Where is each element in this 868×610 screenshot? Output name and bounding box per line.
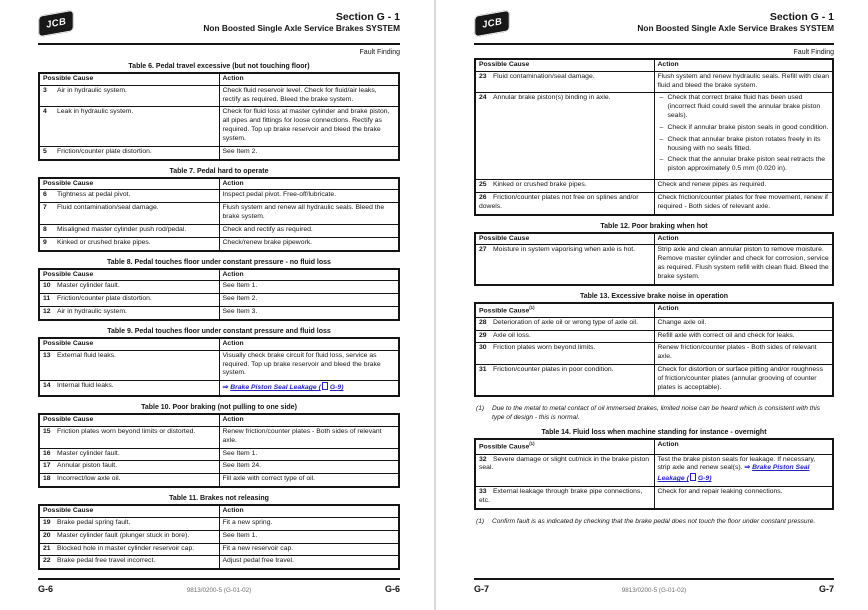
dash-icon: – [659,94,664,102]
action-text: Check and renew pipes as required. [657,181,767,189]
cause-text: Leak in hydraulic system. [57,108,134,116]
table-row [475,192,833,214]
jcb-logo-text: JCB [480,16,504,31]
cause-cell [475,192,654,214]
cause-text: Brake pedal free travel incorrect. [57,557,156,565]
action-text: Check friction/counter plates for free movement, renew if required - Both sides of relevant axle. [657,193,828,210]
cause-cell [39,146,219,159]
table-header-row [475,303,833,318]
cause-text: Friction/counter plates in poor condition. [493,366,614,374]
cause-cell [39,556,219,569]
action-text: Refill axle with correct oil and check for leaks. [657,331,795,339]
action-text: Renew friction/counter plates - Both sides of relevant axle. [222,427,382,444]
cause-text: Air in hydraulic system. [57,308,127,316]
arrow-icon: ⇒ [222,384,229,392]
cause-cell [475,180,654,193]
footnote-text: Confirm fault is as indicated by checking that the brake pedal does not touch the floor under constant pressure. [492,517,816,525]
table-row [39,146,399,159]
col-header-action: Action [219,178,399,190]
action-cell [654,192,833,214]
dash-icon: – [659,135,664,143]
row-number: 5 [43,147,47,155]
fault-table [38,413,400,488]
document-title: Non Boosted Single Axle Service Brakes SYSTEM [203,22,400,33]
fault-table [38,72,400,161]
action-text: See Item 1. [222,449,258,457]
col-header-possible-cause: Possible Cause [39,414,219,426]
cause-cell [39,426,219,448]
jcb-logo [38,10,73,38]
row-number: 30 [479,344,487,352]
cause-text: Fluid contamination/seal damage. [57,204,159,212]
action-cell [219,307,399,320]
action-cell [219,461,399,474]
table-header-row [39,73,399,85]
action-text: Fill axle with correct type of oil. [222,475,316,483]
action-text: Renew friction/counter plates - Both sides of relevant axle. [657,344,817,361]
bullet-item [660,124,830,133]
cause-text: Annular brake piston(s) binding in axle. [493,94,611,102]
cause-cell [39,85,219,107]
section-title: Section G - 1 [335,11,400,23]
subheading: Fault Finding [359,49,400,56]
cause-cell [39,350,219,380]
footnote-number: (1) [476,404,485,412]
cause-cell [39,237,219,250]
cause-cell [475,343,654,365]
document-title: Non Boosted Single Axle Service Brakes SYSTEM [637,22,834,33]
row-number: 13 [43,351,51,359]
action-text: Inspect pedal pivot. Free-off/lubricate. [222,191,337,199]
fault-table [38,177,400,252]
cause-text: Incorrect/low axle oil. [57,475,121,483]
col-header-possible-cause: Possible Cause [39,269,219,281]
table-title: Table 7. Pedal hard to operate [169,167,269,175]
table-row [475,180,833,193]
col-header-possible-cause: Possible Cause [39,178,219,190]
row-number: 23 [479,72,487,80]
bullet-text: Check if annular brake piston seals in good condition. [667,123,829,131]
table-row [39,556,399,569]
table-title: Table 10. Poor braking (not pulling to one side) [141,404,297,412]
action-cell [654,330,833,343]
table-header-row [39,414,399,426]
bullet-item [660,94,830,120]
action-cell [219,190,399,203]
section-title: Section G - 1 [769,11,834,23]
col-header-possible-cause: Possible Cause [475,59,654,71]
row-number: 24 [479,94,487,102]
action-text: Check/renew brake pipework. [222,238,313,246]
bullet-text: Check that annular brake piston rotates freely in its housing with no seals fitted. [667,135,821,152]
action-text: Check and rectify as required. [222,225,313,233]
cause-cell [475,245,654,285]
cause-text: Tightness at pedal pivot. [57,191,131,199]
row-number: 14 [43,382,51,390]
cause-text: Air in hydraulic system. [57,86,127,94]
row-number: 15 [43,427,51,435]
header-titles [203,11,400,34]
cause-cell [39,107,219,146]
table-title: Table 8. Pedal touches floor under constant pressure - no fluid loss [107,258,331,266]
table-row [39,517,399,530]
action-text: Fit a new reservoir cap. [222,544,294,552]
row-number: 11 [43,295,51,303]
action-cell [654,245,833,285]
table-title: Table 6. Pedal travel excessive (but not touching floor) [128,63,310,70]
page-header [38,10,400,40]
col-header-possible-cause: Possible Cause [39,73,219,85]
publication-code: 9813/0200-5 (G-01-02) [186,587,252,594]
ref-link[interactable] [223,384,344,391]
table-title: Table 14. Fluid loss when machine standing for instance - overnight [541,429,767,437]
action-text: See Item 3. [222,308,258,316]
cause-cell [39,307,219,320]
bullet-item [660,156,830,174]
tables-container [38,63,400,570]
cause-text: Moisture in system vaporising when axle is hot. [493,246,636,254]
table-row [39,85,399,107]
header-rule [38,43,400,45]
cause-cell [39,530,219,543]
table-header-row [475,233,833,245]
action-text: Check for distortion or surface pitting and/or roughness of friction/counter plates (annular grooving of counter plates is acceptable). [657,366,823,391]
table-row [39,530,399,543]
cause-cell [475,93,654,180]
table-row [475,454,833,486]
row-number: 18 [43,475,51,483]
action-cell [654,454,833,486]
table-title: Table 13. Excessive brake noise in operation [579,292,729,300]
action-text: Check for fluid loss at master cylinder and brake piston, all pipes and fittings for loose connections. Rectify as required. Top up brake reservoir and bleed the brake system. [222,108,390,142]
action-cell [219,426,399,448]
page-footer [38,578,400,594]
action-text: Visually check brake circuit for fluid loss, service as required. Top up brake reservoir and bleed the brake system. [222,351,381,377]
cause-text: Friction/counter plate distortion. [57,147,152,155]
table-header-row [475,59,833,71]
row-number: 16 [43,449,51,457]
col-header-action: Action [219,505,399,517]
fault-table [38,504,400,570]
document-icon [690,473,696,481]
table-title: Table 12. Poor braking when hot [600,222,708,230]
action-text: See Item 1. [222,531,258,539]
table-row [39,203,399,225]
page-number-left: G-7 [474,584,490,594]
cause-text: Master cylinder fault (plunger stuck in bore). [57,531,190,539]
action-text: Test the brake piston seals for leakage. If necessary, strip axle and renew seal(s). [657,455,816,472]
page-number-right: G-6 [384,584,400,594]
header-titles [637,11,834,34]
col-header-action: Action [219,73,399,85]
action-text: Check for and repair leaking connections. [657,487,783,495]
fault-table [474,58,834,216]
row-number: 8 [43,225,47,233]
cause-cell [39,281,219,294]
col-header-action: Action [219,338,399,350]
table-header-row [39,338,399,350]
action-text: See Item 1. [222,282,258,290]
action-cell [219,281,399,294]
action-cell [654,365,833,396]
action-cell [219,237,399,250]
table-row [39,294,399,307]
row-number: 9 [43,238,47,246]
dash-icon: – [659,156,664,164]
action-text: Fit a new spring. [222,518,273,526]
tables-container [474,58,834,527]
row-number: 10 [43,282,51,290]
action-cell [654,180,833,193]
action-cell [219,448,399,461]
col-header-possible-cause: Possible Cause [475,233,654,245]
action-text: Adjust pedal free travel. [222,557,294,565]
row-number: 26 [479,193,487,201]
action-text: Change axle oil. [657,318,707,326]
cause-cell [39,474,219,487]
cause-text: External leakage through brake pipe connections, etc. [479,487,643,504]
col-header-action: Action [654,303,833,318]
cause-cell [39,224,219,237]
action-cell [219,224,399,237]
row-number: 27 [479,246,487,254]
table-header-row [39,505,399,517]
fault-table [38,337,400,397]
action-cell [654,71,833,93]
cause-text: Kinked or crushed brake pipes. [493,181,587,189]
action-cell [219,543,399,556]
footnote-number: (1) [476,517,485,525]
row-number: 22 [43,557,51,565]
page-footer [474,578,834,594]
table-row [39,474,399,487]
table-header-row [475,439,833,454]
table-row [39,237,399,250]
cause-cell [39,517,219,530]
cause-text: Friction/counter plates not free on splines and/or dowels. [479,193,639,210]
table-header-row [39,178,399,190]
table-row [39,426,399,448]
col-header-action: Action [219,269,399,281]
page-number-left: G-6 [38,584,54,594]
table-title: Table 9. Pedal touches floor under constant pressure and fluid loss [107,327,331,335]
cause-text: Master cylinder fault. [57,449,120,457]
table-row [475,365,833,396]
table-row [39,448,399,461]
row-number: 28 [479,318,487,326]
action-cell [654,343,833,365]
fault-table [474,302,834,397]
action-cell [219,107,399,146]
header-rule [474,43,834,45]
cause-text: Friction plates worn beyond limits or distorted. [57,427,196,435]
table-header-row [39,269,399,281]
table-row [39,190,399,203]
cause-cell [39,294,219,307]
footnote-text: Due to the metal to metal contact of oil immersed brakes, limited noise can be heard which is consistent with this type of design - this is normal. [492,404,821,421]
cause-cell [475,454,654,486]
row-number: 32 [479,455,487,463]
row-number: 20 [43,531,51,539]
table-row [475,486,833,508]
bullet-text: Check that correct brake fluid has been used (incorrect fluid could swell the annular brake piston seals). [667,94,821,120]
cause-text: Annular piston fault. [57,462,118,470]
cause-text: Blocked hole in master cylinder reservoir cap. [57,544,195,552]
action-cell [219,381,399,396]
footnote-marker: (1) [529,304,535,310]
cause-cell [39,448,219,461]
bullet-item [660,136,830,154]
row-number: 7 [43,204,47,212]
jcb-logo [474,10,509,38]
cause-cell [39,461,219,474]
action-text: Check fluid reservoir level. Check for fluid/air leaks, rectify as required. Bleed the brake system. [222,86,377,103]
table-row [475,93,833,180]
action-text: Strip axle and clean annular piston to remove moisture. Remove master cylinder and check for corrosion, service as required. Flush system refill with clean fluid. Bleed the brake system. [657,246,829,280]
cause-text: External fluid leaks. [57,351,116,359]
row-number: 33 [479,487,487,495]
table-row [39,350,399,380]
footnote [476,518,832,527]
col-header-possible-cause: Possible Cause$^{(1)}$ [475,303,654,318]
cause-cell [39,381,219,396]
action-text: Flush system and renew all hydraulic seals. Bleed the brake system. [222,204,385,221]
table-row [39,307,399,320]
cause-text: Severe damage or slight cut/nick in the brake piston seal. [479,455,650,472]
table-row [39,381,399,396]
footnote-marker: (1) [529,441,535,447]
action-cell [219,474,399,487]
ref-link-page: G-9) [697,475,712,483]
col-header-action: Action [219,414,399,426]
action-cell [219,146,399,159]
action-cell [654,317,833,330]
row-number: 3 [43,86,47,94]
col-header-action: Action [654,439,833,454]
action-cell [219,517,399,530]
table-row [39,281,399,294]
table-title: Table 11. Brakes not releasing [169,495,269,503]
ref-link-label: Brake Piston Seal Leakage ( [230,384,321,392]
action-cell [219,556,399,569]
cause-cell [475,330,654,343]
table-row [475,245,833,285]
cause-cell [475,317,654,330]
col-header-possible-cause: Possible Cause [39,338,219,350]
cause-cell [39,543,219,556]
row-number: 29 [479,331,487,339]
action-cell [654,486,833,508]
cause-text: Kinked or crushed brake pipes. [57,238,151,246]
col-header-action: Action [654,59,833,71]
cause-text: Friction/counter plate distortion. [57,295,152,303]
document-icon [322,382,328,390]
cause-text: Fluid contamination/seal damage. [493,72,595,80]
table-row [39,107,399,146]
row-number: 31 [479,366,487,374]
cause-cell [475,486,654,508]
dash-icon: – [659,123,664,131]
row-number: 21 [43,544,51,552]
table-row [39,543,399,556]
col-header-possible-cause: Possible Cause$^{(1)}$ [475,439,654,454]
table-row [39,461,399,474]
action-text: See Item 24. [222,462,262,470]
table-row [475,317,833,330]
cause-text: Misaligned master cylinder push rod/pedal. [57,225,187,233]
row-number: 4 [43,108,47,116]
cause-cell [39,190,219,203]
page-number-right: G-7 [818,584,834,594]
jcb-logo-text: JCB [44,16,68,31]
table-row [475,330,833,343]
ref-link-page: G-9) [329,384,344,392]
fault-table [38,268,400,321]
bullet-text: Check that the annular brake piston seal retracts the piston approximately 0.5 mm (0.020 in). [667,156,826,173]
subheading: Fault Finding [793,49,834,56]
action-cell [219,203,399,225]
action-text: See Item 2. [222,295,258,303]
action-cell [654,93,833,180]
table-row [39,224,399,237]
col-header-action: Action [654,233,833,245]
table-row [475,71,833,93]
publication-code: 9813/0200-5 (G-01-02) [621,587,687,594]
footnote [476,405,832,423]
cause-cell [475,71,654,93]
action-cell [219,85,399,107]
cause-cell [475,365,654,396]
page-header [474,10,834,40]
cause-text: Friction plates worn beyond limits. [493,344,596,352]
fault-table [474,438,834,509]
arrow-icon: ⇒ [744,464,751,472]
cause-text: Brake pedal spring fault. [57,518,131,526]
cause-text: Deterioration of axle oil or wrong type of axle oil. [493,318,639,326]
action-cell [219,294,399,307]
action-cell [219,530,399,543]
row-number: 12 [43,308,51,316]
cause-text: Master cylinder fault. [57,282,120,290]
ref-link-label: Brake Piston Seal Leakage ( [657,464,810,483]
cause-text: Axle oil loss. [493,331,531,339]
action-cell [219,350,399,380]
cause-text: Internal fluid leaks. [57,382,114,390]
row-number: 6 [43,191,47,199]
action-text: See Item 2. [222,147,258,155]
page-right [434,0,868,610]
table-row [475,343,833,365]
cause-cell [39,203,219,225]
action-text: Flush system and renew hydraulic seals. Refill with clean fluid and bleed the brake system. [657,72,830,89]
fault-table [474,232,834,286]
col-header-possible-cause: Possible Cause [39,505,219,517]
row-number: 19 [43,518,51,526]
row-number: 25 [479,181,487,189]
row-number: 17 [43,462,51,470]
